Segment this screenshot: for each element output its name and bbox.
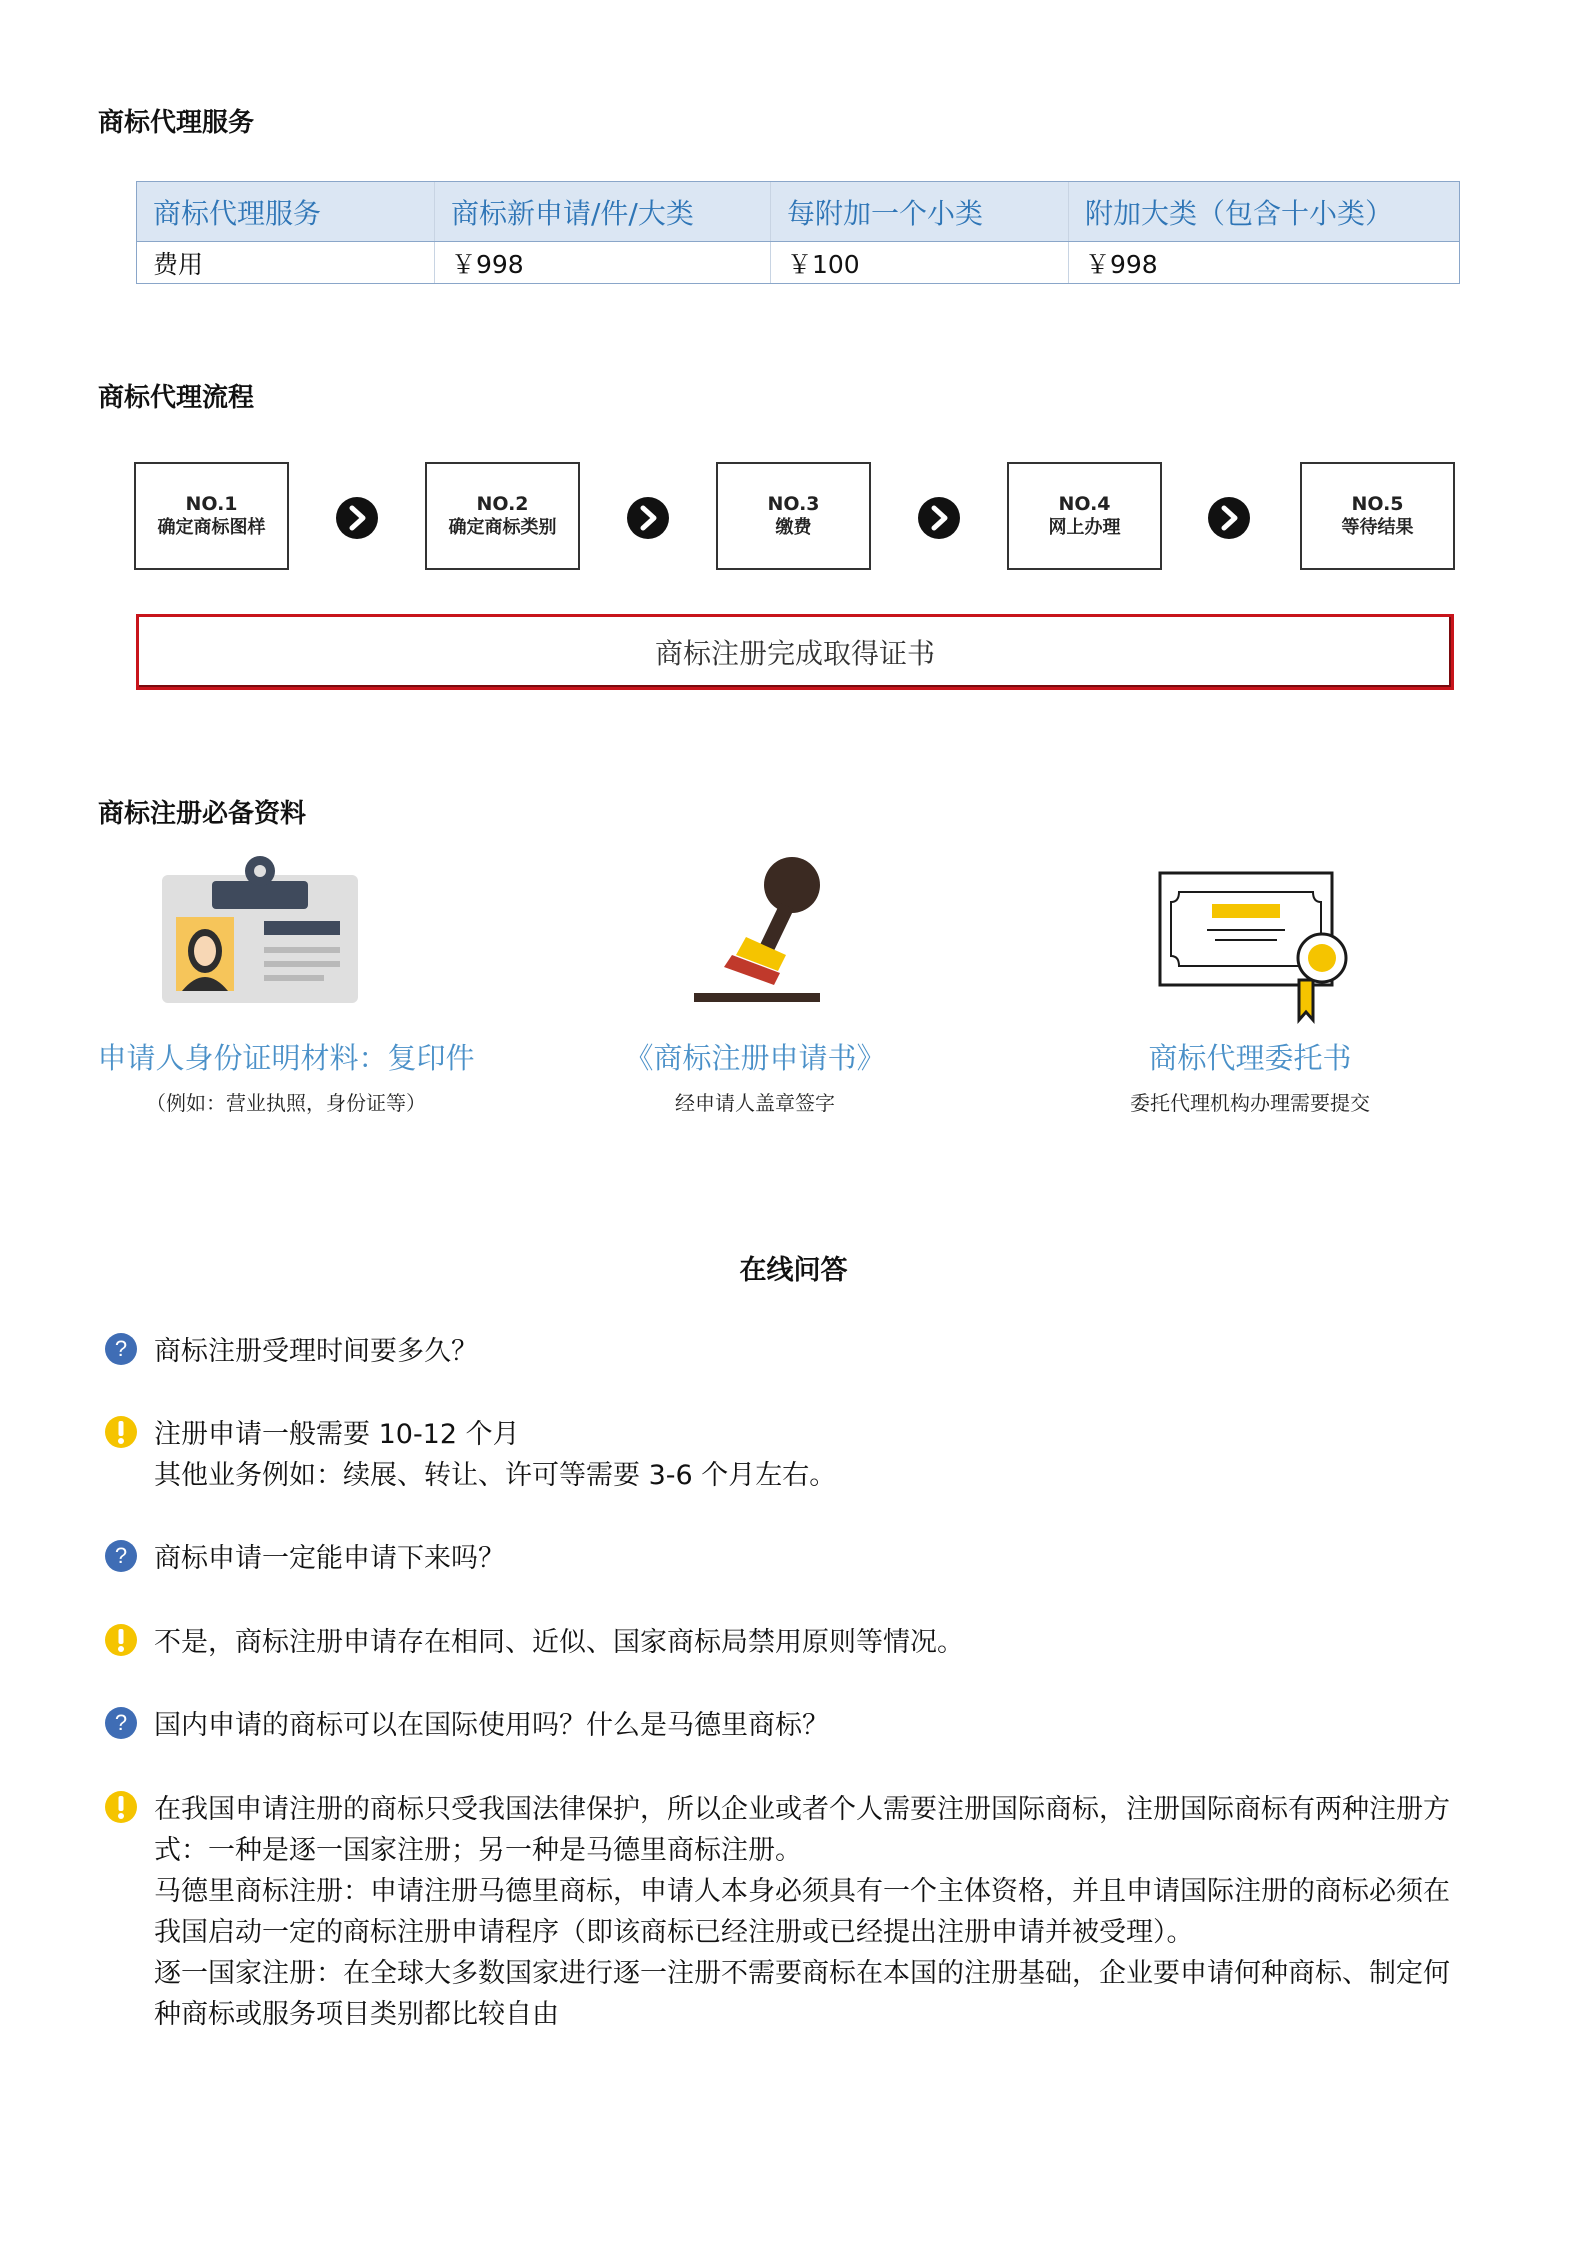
step-label: 等待结果 [1341,517,1414,538]
qa-line: 我国启动一定的商标注册申请程序（即该商标已经注册或已经提出注册申请并被受理）。 [154,1917,1194,1948]
fee-table-header-row [137,182,1459,242]
material-title: 《商标注册申请书》 [624,1041,886,1075]
step-number: NO.3 [767,493,820,515]
qa-answer [104,1789,1504,2035]
material-item [96,1036,476,1116]
step-label: 缴费 [775,517,812,538]
qa-line: 不是，商标注册申请存在相同、近似、国家商标局禁用原则等情况。 [154,1627,964,1658]
qa-line: 商标申请一定能申请下来吗？ [154,1543,505,1574]
material-subtitle: （例如：营业执照，身份证等） [146,1091,426,1115]
step-label: 网上办理 [1048,517,1121,538]
qa-line: 在我国申请注册的商标只受我国法律保护，所以企业或者个人需要注册国际商标，注册国际商标有两种注册方 [154,1794,1450,1825]
arrow-right-icon [335,496,379,540]
svg-text:?: ? [114,1336,128,1361]
process-step-4 [1007,462,1162,570]
material-subtitle: 委托代理机构办理需要提交 [1130,1091,1370,1115]
arrow-right-icon [626,496,670,540]
qa-line: 商标注册受理时间要多久？ [154,1336,478,1367]
step-number: NO.1 [185,493,238,515]
material-item [1075,1036,1425,1116]
qa-question [104,1538,1504,1579]
step-label: 确定商标图样 [157,517,266,538]
process-step-5 [1300,462,1455,570]
exclamation-icon [104,1623,138,1657]
process-final-result: 商标注册完成取得证书 [136,614,1454,690]
step-number: NO.4 [1058,493,1111,515]
material-item [575,1036,935,1116]
qa-heading: 在线问答 [739,1255,848,1286]
table-row [137,242,1459,283]
arrow-right-icon [917,496,961,540]
step-number: NO.5 [1351,493,1404,515]
material-subtitle: 经申请人盖章签字 [675,1091,835,1115]
table-header-cell: 商标新申请/件/大类 [435,182,771,241]
section-title-service: 商标代理服务 [98,108,255,138]
question-icon [104,1332,138,1366]
qa-line: 式：一种是逐一国家注册；另一种是马德里商标注册。 [154,1835,802,1866]
id-badge-icon [162,855,358,1005]
qa-question [104,1705,1504,1746]
process-step-2 [425,462,580,570]
material-title: 商标代理委托书 [1148,1041,1352,1075]
table-header-cell: 附加大类（包含十小类） [1085,196,1394,230]
question-icon [104,1539,138,1573]
qa-question [104,1331,1504,1372]
svg-text:?: ? [114,1710,128,1735]
section-title-process: 商标代理流程 [98,383,255,413]
exclamation-icon [104,1415,138,1449]
process-step-1 [134,462,289,570]
qa-line: 马德里商标注册：申请注册马德里商标，申请人本身必须具有一个主体资格，并且申请国际注册的商标必须在 [154,1876,1450,1907]
question-icon [104,1706,138,1740]
qa-answer [104,1414,1504,1496]
table-cell: ￥100 [771,242,1069,283]
qa-line: 国内申请的商标可以在国际使用吗？什么是马德里商标？ [154,1710,829,1741]
svg-text:?: ? [114,1543,128,1568]
exclamation-icon [104,1790,138,1824]
qa-answer [104,1622,1504,1663]
table-cell: 费用 [137,242,435,283]
section-title-materials: 商标注册必备资料 [98,799,307,829]
qa-line: 其他业务例如：续展、转让、许可等需要 3-6 个月左右。 [154,1460,837,1491]
table-cell: ￥998 [1085,249,1158,279]
fee-table [136,181,1460,284]
step-number: NO.2 [476,493,529,515]
stamp-icon [690,855,830,1005]
qa-line: 种商标或服务项目类别都比较自由 [154,1999,559,2030]
table-header-cell: 商标代理服务 [137,182,435,241]
process-step-3 [716,462,871,570]
table-header-cell: 每附加一个小类 [771,182,1069,241]
material-title: 申请人身份证明材料：复印件 [97,1041,475,1075]
qa-line: 注册申请一般需要 10-12 个月 [154,1419,520,1450]
certificate-icon [1157,870,1357,1030]
qa-line: 逐一国家注册：在全球大多数国家进行逐一注册不需要商标在本国的注册基础，企业要申请何种商标、制定何 [154,1958,1450,1989]
step-label: 确定商标类别 [448,517,557,538]
table-cell: ￥998 [435,242,771,283]
arrow-right-icon [1207,496,1251,540]
